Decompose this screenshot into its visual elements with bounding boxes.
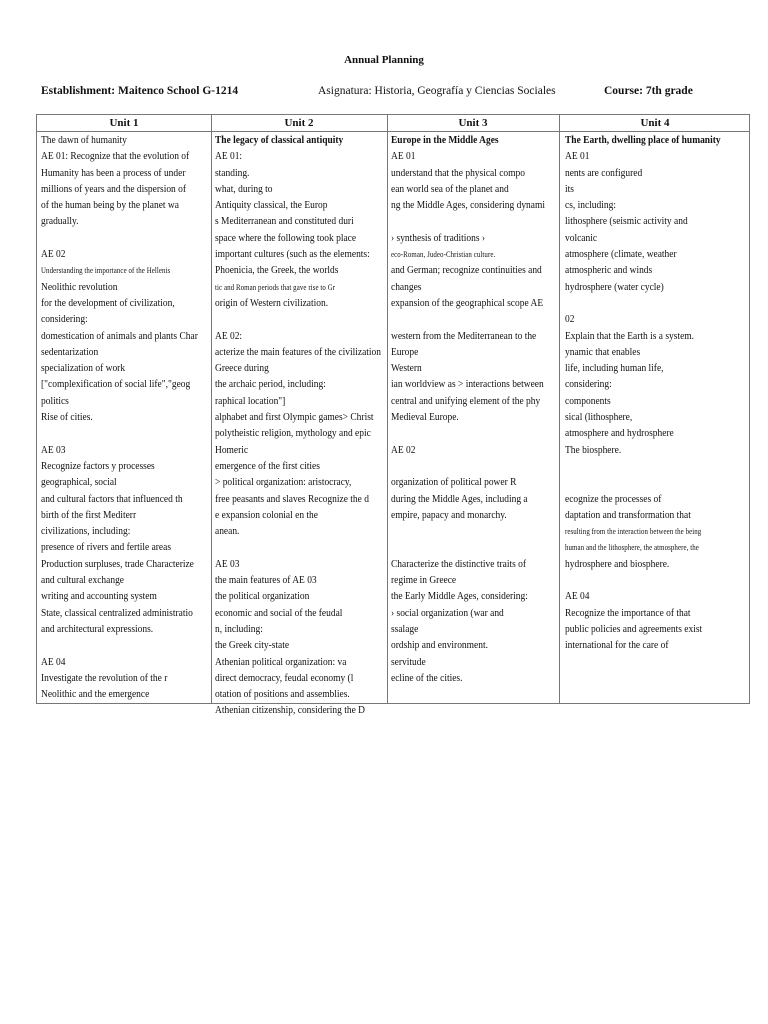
unit2-line [215,311,408,327]
unit4-line: cs, including: [565,199,616,212]
unit3-line: western from the Mediterranean to the [391,329,537,342]
unit4-line: atmospheric and winds [565,264,653,277]
unit4-line: human and the lithosphere, the atmosphere, the [565,543,699,553]
unit2-line: raphical location"] [215,394,286,407]
unit1-line: presence of rivers and fertile areas [41,541,172,554]
subject-label: Asignatura: Historia, Geografía y Ciencias Sociales [318,85,556,97]
unit-4-column [565,132,746,654]
unit3-line: empire, papacy and monarchy. [391,508,507,521]
unit3-line: › synthesis of traditions › [391,231,486,244]
unit2-line: AE 01: [215,150,243,163]
unit3-line: regime in Greece [391,574,457,587]
unit3-line [391,311,570,327]
unit4-line: volcanic [565,231,598,244]
unit4-line [565,458,746,474]
unit2-line: space where the following took place [215,231,357,244]
unit1-line: Humanity has been a process of under [41,166,186,179]
unit2-line: economic and social of the feudal [215,606,343,619]
unit4-line: atmosphere and hydrosphere [565,427,674,440]
unit3-line: ecline of the cities. [391,671,463,684]
course-label: Course: 7th grade [604,85,693,97]
unit3-line: ordship and environment. [391,639,488,652]
unit3-line: Characterize the distinctive traits of [391,557,527,570]
unit1-line: sedentarization [41,345,99,358]
unit3-line: the Early Middle Ages, considering: [391,590,528,603]
unit3-line [391,458,570,474]
planning-table [36,114,750,717]
unit4-line: hydrosphere and biosphere. [565,557,670,570]
unit3-line [391,539,570,555]
unit2-line: origin of Western civilization. [215,296,329,309]
unit4-line: ecognize the processes of [565,492,662,505]
unit1-line: millions of years and the dispersion of [41,182,187,195]
unit2-line: Homeric [215,443,249,456]
unit1-line [41,637,223,653]
unit1-line: and cultural exchange [41,574,125,587]
unit1-line: and cultural factors that influenced th [41,492,183,505]
unit2-line: anean. [215,525,240,538]
unit2-line: the main features of AE 03 [215,574,317,587]
unit2-line: emergence of the first cities [215,459,320,472]
unit1-line: gradually. [41,215,79,228]
unit4-line: resulting from the interaction between the being [565,527,702,537]
unit3-line: Europe [391,345,419,358]
unit3-line: Medieval Europe. [391,411,459,424]
unit3-line: understand that the physical compo [391,166,525,179]
unit4-line: daptation and transformation that [565,508,691,521]
unit1-line: considering: [41,313,88,326]
unit3-line: ng the Middle Ages, considering dynami [391,199,545,212]
unit2-line: AE 03 [215,557,240,570]
unit1-line: domestication of animals and plants Char [41,329,198,342]
unit1-line [41,230,223,246]
unit2-line: polytheistic religion, mythology and epic [215,427,371,440]
unit1-line: politics [41,394,69,407]
unit4-line: ynamic that enables [565,345,641,358]
unit2-line: Antiquity classical, the Europ [215,199,328,212]
unit1-line: AE 03 [41,443,66,456]
unit3-line: ian worldview as > interactions between [391,378,544,391]
unit2-line: Athenian citizenship, considering the D [215,704,366,717]
unit1-line: geographical, social [41,476,117,489]
unit2-line: important cultures (such as the elements: [215,248,370,261]
unit2-line: what, during to [215,182,273,195]
unit4-line: AE 04 [565,590,590,603]
unit4-line: nents are configured [565,166,643,179]
unit2-line: otation of positions and assemblies. [215,688,350,701]
unit1-line: Recognize factors y processes [41,459,155,472]
unit1-line [41,425,223,441]
unit3-line: expansion of the geographical scope AE [391,296,544,309]
unit4-line: sical (lithosphere, [565,411,633,424]
unit2-line: direct democracy, feudal economy (l [215,671,354,684]
unit2-line: s Mediterranean and constituted duri [215,215,354,228]
unit2-line: the archaic period, including: [215,378,326,391]
unit1-line: for the development of civilization, [41,296,175,309]
unit4-line [565,572,746,588]
unit4-line: components [565,394,611,407]
unit1-line: Production surpluses, trade Characterize [41,557,194,570]
unit4-line: life, including human life, [565,362,664,375]
unit4-line: The biosphere. [565,443,622,456]
unit-2-column [215,132,408,719]
unit3-line: Western [391,362,422,375]
unit3-line [391,213,570,229]
unit3-line: AE 01 [391,150,416,163]
unit4-line [565,474,746,490]
unit3-line: servitude [391,655,426,668]
unit2-line [215,539,408,555]
unit4-line: AE 01 [565,150,590,163]
header-unit-2: Unit 2 [284,117,314,129]
unit3-line: and German; recognize continuities and [391,264,542,277]
unit2-line: Greece during [215,362,269,375]
header-unit-4: Unit 4 [640,117,670,129]
unit1-line: Investigate the revolution of the r [41,671,168,684]
document-title: Annual Planning [344,54,424,66]
header-unit-3: Unit 3 [458,117,488,129]
unit2-line: free peasants and slaves Recognize the d [215,492,369,505]
unit1-line: The dawn of humanity [41,134,127,146]
unit3-line: Europe in the Middle Ages [391,134,499,146]
unit1-line: Rise of cities. [41,411,93,424]
unit3-line: central and unifying element of the phy [391,394,541,407]
unit3-line: ssalage [391,622,419,635]
unit2-line: acterize the main features of the civilization [215,345,381,358]
unit1-line: Neolithic revolution [41,280,118,293]
unit4-line: considering: [565,378,612,391]
unit3-line: changes [391,280,422,293]
unit4-line [565,295,746,311]
unit1-line: AE 04 [41,655,66,668]
unit2-line: Athenian political organization: va [215,655,347,668]
unit4-line: lithosphere (seismic activity and [565,215,688,228]
unit2-line: AE 02: [215,329,243,342]
unit-1-column [41,132,223,702]
establishment-label: Establishment: Maitenco School G-1214 [41,85,239,97]
unit1-line: ["complexification of social life","geog [41,378,191,391]
unit3-line: organization of political power R [391,476,517,489]
unit1-line: Neolithic and the emergence [41,688,150,701]
header-unit-1: Unit 1 [109,117,139,129]
unit4-line: Recognize the importance of that [565,606,691,619]
unit2-line: e expansion colonial en the [215,508,318,521]
unit2-line: n, including: [215,622,263,635]
unit1-line: of the human being by the planet wa [41,199,179,212]
unit3-line: ean world sea of the planet and [391,182,509,195]
unit3-line [391,523,570,539]
unit3-line: eco-Roman, Judeo-Christian culture. [391,250,496,260]
unit1-line: and architectural expressions. [41,622,154,635]
unit2-line: tic and Roman periods that gave rise to Gr [215,282,336,292]
unit4-line: international for the care of [565,639,669,652]
unit2-line: > political organization: aristocracy, [215,476,352,489]
unit4-line: 02 [565,313,575,326]
unit1-line: civilizations, including: [41,525,131,538]
unit2-line: the Greek city-state [215,639,290,652]
unit1-line: Understanding the importance of the Hellenis [41,266,171,276]
unit2-line: alphabet and first Olympic games> Christ [215,411,374,424]
unit3-line: during the Middle Ages, including a [391,492,528,505]
unit3-line: › social organization (war and [391,606,504,619]
unit2-line: standing. [215,166,250,179]
unit4-line: Explain that the Earth is a system. [565,329,694,342]
unit1-line: State, classical centralized administratio [41,606,193,619]
unit1-line: AE 02 [41,248,66,261]
unit4-line: public policies and agreements exist [565,622,703,635]
unit2-line: the political organization [215,590,310,603]
unit2-line: The legacy of classical antiquity [215,134,344,146]
unit-3-column [391,132,570,686]
unit4-line: its [565,182,574,195]
unit3-line: AE 02 [391,443,416,456]
unit1-line: specialization of work [41,362,126,375]
unit2-line: Phoenicia, the Greek, the worlds [215,264,339,277]
unit3-line [391,425,570,441]
unit1-line: writing and accounting system [41,590,157,603]
unit4-line: The Earth, dwelling place of humanity [565,134,721,146]
unit1-line: birth of the first Mediterr [41,508,137,521]
unit1-line: AE 01: Recognize that the evolution of [41,150,190,163]
unit4-line: atmosphere (climate, weather [565,248,677,261]
unit4-line: hydrosphere (water cycle) [565,280,664,293]
